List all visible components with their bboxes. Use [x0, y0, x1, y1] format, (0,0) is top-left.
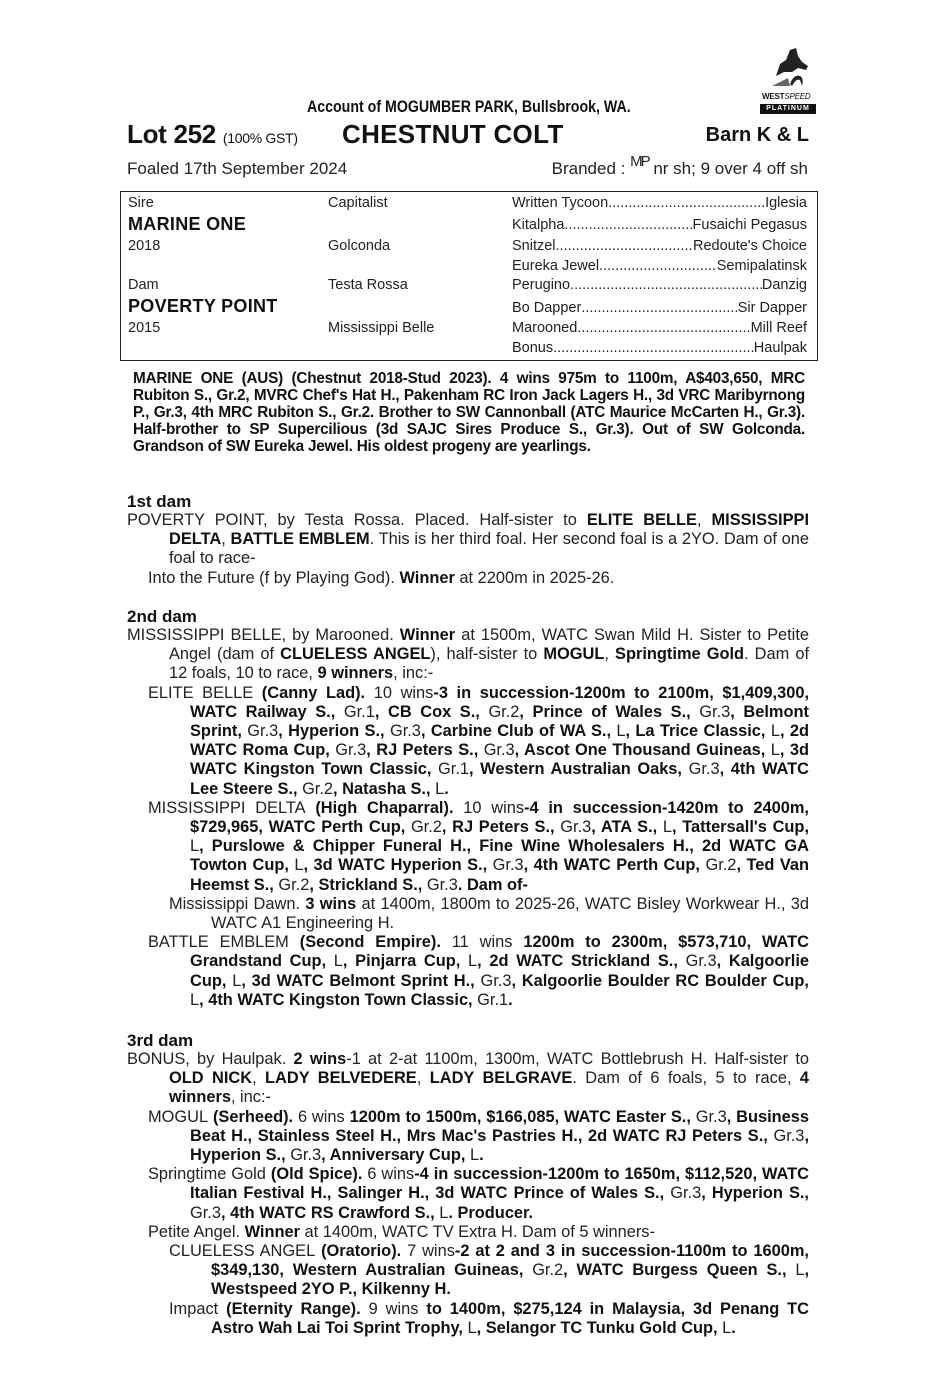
text-run: Gr.2 [705, 856, 737, 875]
bold-highlight: to 1400m, $275,124 in Malaysia, 3d Penang TC Astro Wah Lai Toi Sprint Trophy, [211, 1299, 809, 1337]
vendor-account: Account of MOGUMBER PARK, Bullsbrook, WA. [306, 98, 631, 116]
bold-highlight: 1200m to 1500m, $166,085, WATC Easter S., [344, 1107, 696, 1126]
text-run: L [232, 971, 242, 990]
gg-name: Kitalpha [512, 217, 565, 233]
text-run: . Dam of 12 foals, 10 to race, [169, 645, 810, 683]
text-run: L [435, 779, 445, 798]
text-run: Gr.3 [483, 741, 515, 760]
text-run: Gr.1 [477, 990, 509, 1009]
bold-highlight: . [479, 1146, 484, 1165]
text-run: , [604, 645, 616, 664]
bold-highlight: MOGUL [543, 645, 605, 664]
bold-highlight: , Hyperion S., [701, 1184, 809, 1203]
gg-sire: Iglesia [765, 195, 807, 211]
text-run: -1 at 2-at 1100m, 1300m, WATC Bottlebrush H. Half-sister to [346, 1050, 809, 1068]
section-heading: 3rd dam [127, 1031, 194, 1050]
dam-paragraph [127, 626, 809, 684]
horse-description: CHESTNUT COLT [342, 119, 564, 149]
text-run: 10 wins [463, 798, 525, 817]
text-run: 7 wins [407, 1242, 455, 1261]
bold-highlight: (High Chaparral). [305, 798, 464, 817]
bold-highlight: . Dam of- [457, 875, 528, 894]
bold-highlight: , 2d WATC Strickland S., [477, 952, 686, 971]
text-run: MISSISSIPPI BELLE, by Marooned. [127, 626, 400, 644]
bold-highlight: . [508, 990, 513, 1009]
great-grandparent-row [512, 340, 807, 356]
bold-highlight: , Kalgoorlie Boulder RC Boulder Cup, [511, 971, 809, 990]
text-run: Gr.3 [190, 1203, 221, 1222]
bold-highlight: , Carbine Club of WA S., [420, 722, 617, 741]
gg-name: Eureka Jewel [512, 258, 600, 274]
bold-highlight: BATTLE EMBLEM [230, 530, 370, 549]
great-grandparent-row [512, 195, 807, 211]
bold-highlight: , Selangor TC Tunku Gold Cup, [476, 1318, 723, 1337]
bold-highlight: , Tattersall's Cup, [672, 818, 809, 837]
text-run: L [190, 837, 200, 856]
text-run: ), half-sister to [430, 645, 544, 664]
bold-highlight: , Hyperion S., [190, 1126, 809, 1165]
text-run: . Dam of 6 foals, 5 to race, [572, 1069, 800, 1088]
lot-number [127, 119, 298, 150]
text-run: Gr.3 [688, 760, 720, 779]
great-grandparent-row [512, 258, 807, 274]
progeny-entry [127, 1165, 809, 1223]
text-run: Into the Future (f by Playing God). [148, 568, 400, 587]
bold-highlight: 1200m to 2300m, $573,710, WATC Grandstand Cup, [190, 933, 809, 971]
bold-highlight: , 3d WATC Kingston Town Classic, [190, 741, 809, 779]
text-run: at 1400m, WATC TV Extra H. Dam of 5 winners- [300, 1222, 655, 1241]
bold-highlight: (Serheed). [208, 1107, 298, 1126]
text-run: at 2200m in 2025-26. [454, 568, 615, 587]
text-run: CLUELESS ANGEL [169, 1242, 316, 1261]
bold-highlight: , RJ Peters S., [441, 818, 561, 837]
text-run: Gr.3 [773, 1126, 805, 1145]
dam-paragraph [127, 511, 809, 569]
great-grandparent-row [512, 238, 807, 254]
branded-label: Branded : [551, 159, 626, 178]
bold-highlight: LADY BELGRAVE [429, 1069, 573, 1088]
bold-highlight: , La Trice Classic, [625, 722, 771, 741]
text-run: L [662, 818, 673, 837]
bold-highlight: OLD NICK [169, 1069, 253, 1088]
text-run: L [469, 1146, 480, 1165]
text-run: , [416, 1069, 430, 1088]
bold-highlight: , Hyperion S., [278, 722, 390, 741]
text-run: Gr.3 [560, 818, 592, 837]
text-run: Gr.1 [438, 760, 470, 779]
text-run: BATTLE EMBLEM [148, 933, 289, 952]
progeny-entry [127, 895, 809, 933]
text-run: L [468, 952, 478, 971]
bold-highlight: , Kalgoorlie Cup, [190, 952, 810, 990]
gst-note: (100% GST) [222, 130, 298, 146]
gg-sire: Danzig [761, 277, 807, 293]
bold-highlight: (Eternity Range). [218, 1299, 369, 1318]
text-run: MISSISSIPPI DELTA [148, 798, 306, 817]
progeny-entry [127, 1242, 809, 1300]
sire-label: Sire [128, 195, 154, 211]
dam-paragraph [127, 1050, 809, 1108]
bold-highlight: Winner [399, 626, 456, 644]
text-run: L [439, 1203, 449, 1222]
bold-highlight: . [731, 1318, 736, 1337]
gg-sire: Semipalatinsk [716, 258, 807, 274]
dam-label: Dam [128, 277, 159, 293]
text-run: L [294, 856, 304, 875]
gg-sire: Sir Dapper [737, 300, 807, 316]
great-grandparent-row [512, 217, 807, 233]
gg-name: Perugino [512, 277, 571, 293]
granddam-maternal: Mississippi Belle [328, 320, 435, 336]
bold-highlight: , ATA S., [591, 818, 663, 837]
bold-highlight: MISSISSIPPI DELTA [169, 511, 809, 549]
progeny-entry [127, 1300, 809, 1338]
gg-name: Bonus [512, 340, 554, 356]
text-run: at 1500m, WATC Swan Mild H. Sister to Petite Angel (dam of [169, 626, 809, 664]
barn-location: Barn K & L [705, 124, 809, 146]
bold-highlight: 3 wins [305, 894, 357, 913]
bold-highlight: , WATC Burgess Queen S., [563, 1261, 796, 1280]
text-run: Mississippi Dawn. [169, 894, 306, 913]
bold-highlight: , Purslowe & Chipper Funeral H., Fine Wine Wholesalers H., 2d WATC GA Towton Cup, [190, 837, 809, 875]
text-run: L [795, 1261, 805, 1280]
text-run: Gr.3 [247, 722, 279, 741]
foaled-date: Foaled 17th September 2024 [127, 159, 348, 178]
bold-highlight: , 4th WATC RS Crawford S., [220, 1203, 440, 1222]
text-run: Gr.2 [488, 702, 520, 721]
text-run: , inc:- [230, 1088, 272, 1107]
dam-year: 2015 [128, 320, 161, 336]
progeny-entry [127, 1223, 809, 1242]
bold-highlight: , Prince of Wales S., [519, 702, 700, 721]
progeny-entry [127, 1108, 809, 1166]
granddam-paternal: Golconda [328, 238, 391, 254]
bold-highlight: , Business Beat H., Stainless Steel H., Mrs Mac's Pastries H., 2d WATC RJ Peters S., [190, 1107, 809, 1145]
lot-label: Lot 252 [127, 119, 216, 149]
text-run: , inc:- [393, 664, 434, 683]
bold-highlight: , RJ Peters S., [366, 741, 484, 760]
bold-highlight: . Producer. [448, 1203, 534, 1222]
great-grandparent-row [512, 300, 807, 316]
text-run: Petite Angel. [148, 1222, 245, 1241]
text-run: Gr.2 [278, 875, 310, 894]
bold-highlight: , 3d WATC Belmont Sprint H., [241, 971, 481, 990]
bold-highlight: LADY BELVEDERE [265, 1069, 417, 1088]
text-run: Impact [169, 1299, 219, 1318]
gg-sire: Redoute's Choice [692, 238, 807, 254]
bold-highlight: , Pinjarra Cup, [342, 952, 469, 971]
lot-line [127, 119, 809, 149]
text-run: Springtime Gold [148, 1165, 266, 1184]
third-dam-section [127, 1031, 809, 1338]
gg-sire: Mill Reef [750, 320, 807, 336]
text-run: MOGUL [148, 1107, 209, 1126]
text-run: Gr.2 [532, 1261, 564, 1280]
text-run: 6 wins [367, 1165, 415, 1184]
text-run: L [770, 741, 780, 760]
bold-highlight: , Westspeed 2YO P., Kilkenny H. [211, 1261, 809, 1299]
bold-highlight: , 4th WATC Perth Cup, [523, 856, 706, 875]
bold-highlight: 4 winners [169, 1069, 810, 1107]
text-run: 9 wins [368, 1299, 419, 1318]
bold-highlight: , Strickland S., [309, 875, 427, 894]
text-run: Gr.3 [389, 722, 421, 741]
bold-highlight: (Oratorio). [315, 1242, 408, 1261]
progeny-entry [127, 799, 809, 895]
brand-info [551, 153, 808, 179]
branded-detail: nr sh; 9 over 4 off sh [653, 159, 808, 178]
bold-highlight: -4 in succession-1200m to 1650m, $112,520, WATC Italian Festival H., Salinger H., 3d WATC Prince of Wales S., [190, 1165, 809, 1203]
pedigree-table [120, 191, 818, 361]
bold-highlight: , 2d WATC Roma Cup, [190, 722, 809, 760]
bold-highlight: , 3d WATC Hyperion S., [303, 856, 493, 875]
sire-name: MARINE ONE [128, 214, 247, 234]
text-run: L [467, 1318, 477, 1337]
text-run: Gr.3 [480, 971, 512, 990]
text-run: 6 wins [297, 1107, 345, 1126]
text-run: 11 wins [451, 933, 513, 952]
bold-highlight: . [444, 779, 449, 798]
text-run: , [696, 511, 712, 529]
text-run: , [221, 530, 231, 549]
bold-highlight: 9 winners [317, 664, 394, 683]
logo-wordmark: WESTSPEED [762, 92, 811, 101]
logo-tier-badge: PLATINUM [760, 104, 816, 114]
bold-highlight: (Canny Lad). [253, 683, 374, 702]
bold-highlight: (Second Empire). [288, 933, 452, 952]
section-heading: 1st dam [127, 492, 192, 511]
text-run: Gr.3 [699, 702, 731, 721]
bold-highlight: , Western Australian Oaks, [469, 760, 689, 779]
gg-name: Marooned [512, 320, 578, 336]
bold-highlight: (Old Spice). [265, 1165, 368, 1184]
bold-highlight: , Ted Van Heemst S., [190, 856, 810, 894]
text-run: Gr.3 [426, 875, 458, 894]
text-run: ELITE BELLE [148, 683, 254, 702]
gg-sire: Haulpak [753, 340, 807, 356]
dam-name: POVERTY POINT [128, 296, 278, 316]
bold-highlight: Winner [399, 568, 455, 587]
progeny-entry [127, 933, 809, 1010]
gg-sire: Fusaichi Pegasus [692, 217, 807, 233]
bold-highlight: -2 at 2 and 3 in succession-1100m to 1600m, $349,130, Western Australian Guineas, [211, 1242, 809, 1280]
bold-highlight: , Ascot One Thousand Guineas, [514, 741, 771, 760]
brand-mark-icon: MP [630, 153, 649, 170]
grandsire-maternal: Testa Rossa [328, 277, 408, 293]
text-run: Gr.1 [343, 702, 375, 721]
text-run: Gr.3 [670, 1184, 702, 1203]
text-run: Gr.2 [302, 779, 334, 798]
grandsire-paternal: Capitalist [328, 195, 388, 211]
text-run: . This is her third foal. Her second foal is a 2YO. Dam of one foal to race- [169, 530, 809, 568]
bold-highlight: -4 in succession-1420m to 2400m, $729,965, WATC Perth Cup, [190, 798, 809, 837]
bold-highlight: ELITE BELLE [586, 511, 697, 529]
text-run: L [770, 722, 780, 741]
text-run: 10 wins [373, 683, 434, 702]
text-run: Gr.3 [290, 1146, 322, 1165]
gg-name: Bo Dapper [512, 300, 582, 316]
second-dam-section [127, 607, 809, 1010]
bold-highlight: , 4th WATC Kingston Town Classic, [199, 990, 478, 1009]
gg-name: Snitzel [512, 238, 556, 254]
great-grandparent-row [512, 320, 807, 336]
bold-highlight: , CB Cox S., [374, 702, 489, 721]
text-run: BONUS, by Haulpak. [127, 1050, 294, 1068]
gg-name: Written Tycoon [512, 195, 609, 211]
text-run: Gr.3 [335, 741, 367, 760]
text-run: L [616, 722, 626, 741]
bold-highlight: , Anniversary Cup, [321, 1146, 470, 1165]
text-run: Gr.2 [410, 818, 442, 837]
sire-summary: MARINE ONE (AUS) (Chestnut 2018-Stud 2023). 4 wins 975m to 1100m, A$403,650, MRC Rubiton S., Gr.2, MVRC Chef's Hat H., Pakenham RC Iron Jack Lagers H., 3d VRC Maribyrnong P., Gr.3, 4th MRC Rubiton S., Gr.2. Brother to SW Cannonball (ATC Maurice McCarten H., Gr.3). Half-brother to SP Supercilious (3d SAJC Sires Produce S., Gr.3). Out of SW Golconda. Grandson of SW Eureka Jewel. His oldest progeny are yearlings. [133, 370, 805, 455]
text-run: L [333, 952, 343, 971]
text-run: POVERTY POINT, by Testa Rossa. Placed. Half-sister to [127, 511, 587, 529]
first-dam-section [127, 492, 809, 588]
text-run: Gr.3 [492, 856, 524, 875]
text-run: Gr.3 [695, 1107, 727, 1126]
text-run: L [190, 990, 200, 1009]
bold-highlight: , 4th WATC Lee Steere S., [190, 760, 809, 798]
text-run: Gr.3 [685, 952, 717, 971]
bold-highlight: , Natasha S., [333, 779, 436, 798]
text-run: at 1400m, 1800m to 2025-26, WATC Bisley Workwear H., 3d WATC A1 Engineering H. [211, 894, 809, 933]
bold-highlight: Springtime Gold [615, 645, 745, 664]
text-run: , [252, 1069, 266, 1088]
progeny-entry [127, 569, 809, 588]
text-run: L [722, 1318, 732, 1337]
bold-highlight: , Belmont Sprint, [190, 702, 809, 741]
bold-highlight: CLUELESS ANGEL [280, 645, 431, 664]
section-heading: 2nd dam [127, 607, 197, 626]
progeny-entry [127, 684, 809, 799]
bold-highlight: 2 wins [293, 1050, 347, 1068]
sire-year: 2018 [128, 238, 161, 254]
bold-highlight: -3 in succession-1200m to 2100m, $1,409,300, WATC Railway S., [190, 683, 809, 721]
bold-highlight: Winner [244, 1222, 300, 1241]
great-grandparent-row [512, 277, 807, 293]
